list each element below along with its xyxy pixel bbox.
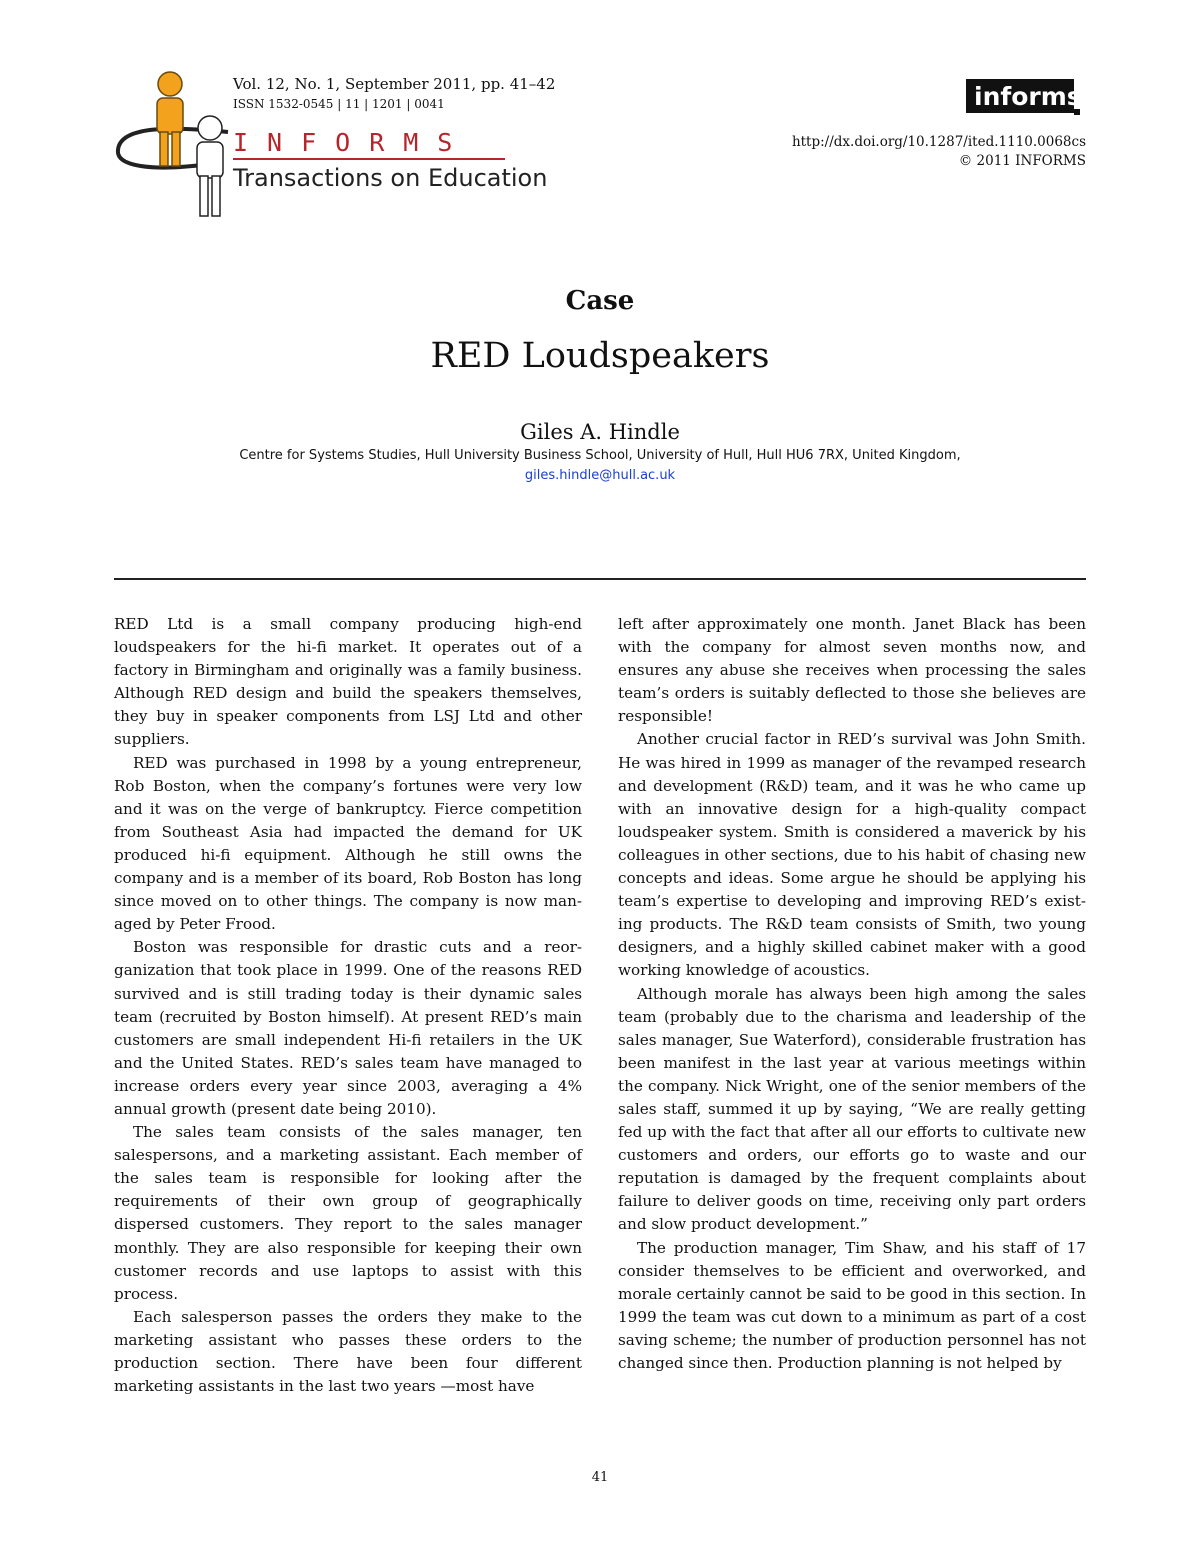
left-column (114, 613, 582, 1398)
paragraph: Each salesperson passes the orders they make to the marketing assistant who passes these orders to the production section. There have been four different marketing assistants in the last two years —most have (114, 1307, 582, 1396)
paragraph: left after approximately one month. Janet Black has been with the company for almost seven months now, and ensures any abuse she receives when processing the sales team’s orders is suitably deflected to those she believes are responsible! (618, 615, 1086, 726)
doi-block (792, 133, 1086, 171)
paragraph: The production manager, Tim Shaw, and his staff of 17 consider themselves to be efficient and overworked, and morale certainly cannot be said to be good in this section. In 1999 the team was cut down to a minimum as part of a cost saving scheme; the number of production personnel has not changed since then. Production planning is not helped by (618, 1238, 1086, 1372)
right-column (618, 613, 1086, 1375)
author-name: Giles A. Hindle (520, 420, 680, 444)
journal-brand: INFORMS (233, 128, 472, 157)
publisher-logo-text: informs (974, 82, 1082, 111)
white-figure-icon (197, 116, 223, 216)
paragraph: The sales team consists of the sales manager, ten salespersons, and a marketing assistant. Each member of the sales team is responsible for looking after the requirements of their own group of geographically dispersed customers. They report to the sales manager monthly. They are also responsible for keeping their own customer records and use laptops to assist with this process. (114, 1123, 582, 1303)
publisher-logo (966, 79, 1084, 117)
author-email-link[interactable]: giles.hindle@hull.ac.uk (524, 468, 676, 483)
volume-line: Vol. 12, No. 1, September 2011, pp. 41–42 (233, 75, 556, 93)
paragraph: RED was purchased in 1998 by a young entrepreneur, Rob Boston, when the company’s fortunes were very low and it was on the verge of bankruptcy. Fierce competition from Southeast Asia had impacted the demand for UK produced hi-fi equipment. Although he still owns the company and is a member of its board, Rob Boston has long since moved on to other things. The company is now managed by Peter Frood. (114, 753, 582, 934)
page-number: 41 (591, 1470, 609, 1485)
journal-name: Transactions on Education (233, 164, 548, 192)
copyright: © 2011 INFORMS (958, 153, 1086, 169)
paragraph: RED Ltd is a small company producing high-end loudspeakers for the hi-fi market. It operates out of a factory in Birmingham and originally was a family business. Although RED design and build the speakers themselves, they buy in speaker components from LSJ Ltd and other suppliers. (114, 615, 582, 749)
issn-line: ISSN 1532-0545 | 11 | 1201 | 0041 (233, 97, 445, 111)
doi-link[interactable]: http://dx.doi.org/10.1287/ited.1110.0068cs (791, 134, 1086, 150)
article-type-label: Case (565, 286, 635, 316)
paragraph: Another crucial factor in RED’s survival was John Smith. He was hired in 1999 as manager of the revamped research and development (R&D) team, and it was he who came up with an innovative design for a high-quality compact loudspeaker system. Smith is considered a maverick by his colleagues in other sections, due to his habit of chasing new concepts and ideas. Some argue he should be applying his team’s expertise to developing and improving RED’s existing products. The R&D team consists of Smith, two young designers, and a highly skilled cabinet maker with a good working knowledge of acoustics. (618, 730, 1086, 980)
orange-figure-icon (157, 72, 183, 166)
header-divider (114, 578, 1086, 580)
paragraph: Boston was responsible for drastic cuts and a reorganization that took place in 1999. One of the reasons RED survived and is still trading today is their dynamic sales team (recruited by Boston himself). At present RED’s main customers are small independent Hi-fi retailers in the UK and the United States. RED’s sales team have managed to increase orders every year since 2003, averaging a 4% annual growth (present date being 2010). (114, 938, 582, 1118)
author-affiliation: Centre for Systems Studies, Hull University Business School, University of Hull, Hull HU6 7RX, United Kingdom, (239, 448, 961, 463)
paragraph: Although morale has always been high among the sales team (probably due to the charisma and leadership of the sales manager, Sue Waterford), considerable frustration has been manifest in the last year at various meetings within the company. Nick Wright, one of the senior members of the sales staff, summed it up by saying, “We are really getting fed up with the fact that after all our efforts to cultivate new customers and orders, our efforts go to waste and our reputation is damaged by the frequent complaints about failure to deliver goods on time, receiving only part orders and slow product development.” (618, 984, 1086, 1234)
article-title: RED Loudspeakers (430, 336, 770, 376)
